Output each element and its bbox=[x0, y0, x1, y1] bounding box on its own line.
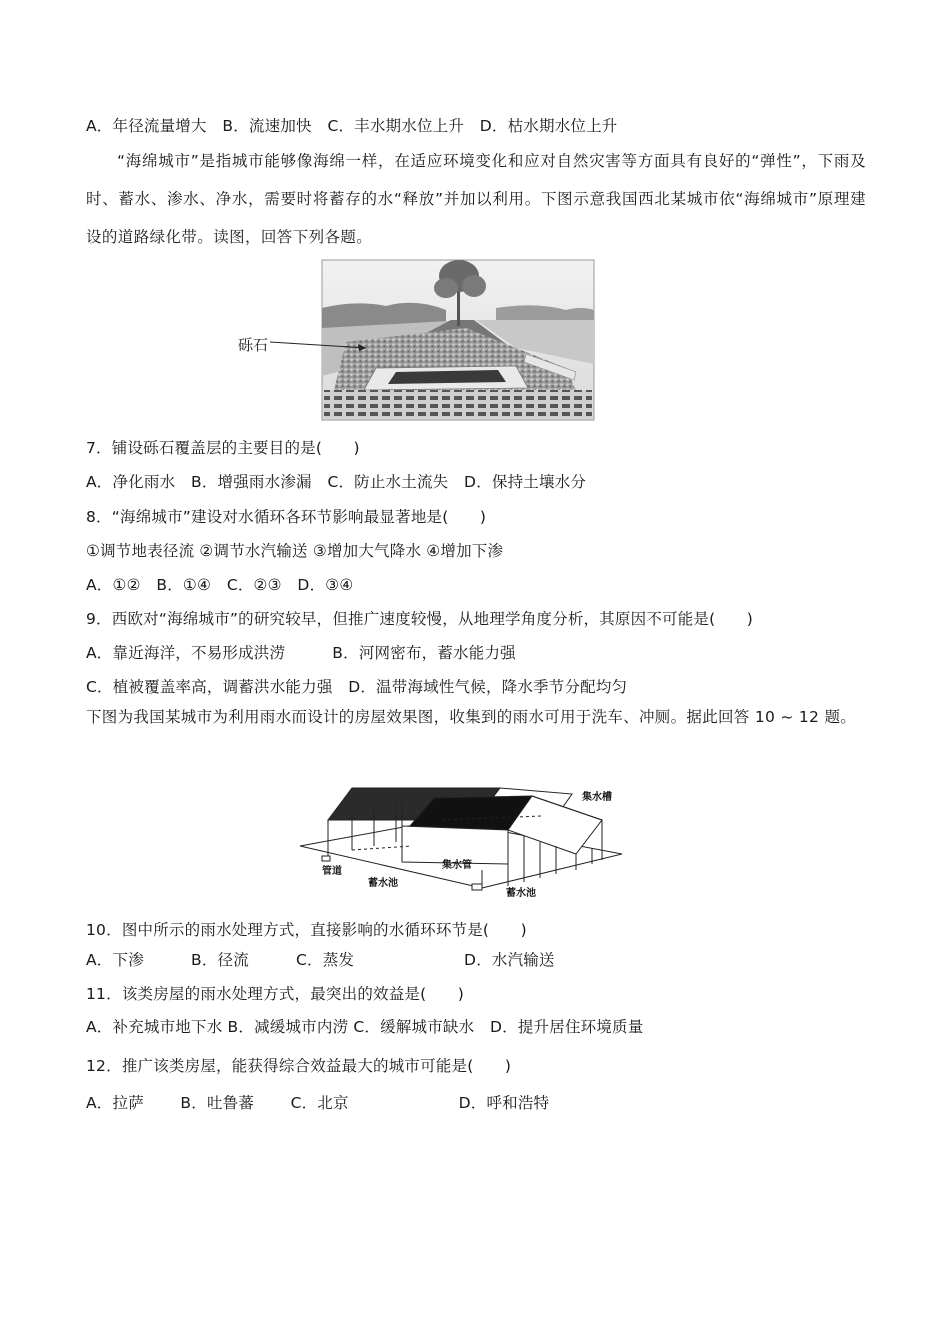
house-intro: 下图为我国某城市为利用雨水而设计的房屋效果图，收集到的雨水可用于洗车、冲厕。据此回答 10 ~ 12 题。 bbox=[86, 708, 857, 726]
tank-left-label: 蓄水池 bbox=[368, 878, 398, 889]
q11-options: A．补充城市地下水 B．减缓城市内涝 C．缓解城市缺水 D．提升居住环境质量 bbox=[86, 1018, 644, 1036]
q11-stem: 11．该类房屋的雨水处理方式，最突出的效益是( ) bbox=[86, 985, 465, 1003]
q9-options-line2: C．植被覆盖率高，调蓄洪水能力强 D．温带海域性气候，降水季节分配均匀 bbox=[86, 678, 628, 696]
q7-stem: 7．铺设砾石覆盖层的主要目的是( ) bbox=[86, 439, 360, 457]
q10-stem: 10．图中所示的雨水处理方式，直接影响的水循环环节是( ) bbox=[86, 921, 527, 939]
q12-options: A．拉萨 B．吐鲁蕃 C．北京 D．呼和浩特 bbox=[86, 1094, 550, 1112]
green-belt-photo bbox=[236, 258, 596, 422]
q8-stem: 8．“海绵城市”建设对水循环各环节影响最显著地是( ) bbox=[86, 508, 487, 526]
q8-options: A．①② B．①④ C．②③ D．③④ bbox=[86, 576, 354, 594]
green-belt-photo-figure bbox=[236, 258, 596, 422]
q9-stem: 9．西欧对“海绵城市”的研究较早，但推广速度较慢，从地理学角度分析，其原因不可能是( ) bbox=[86, 610, 754, 628]
q7-options: A．净化雨水 B．增强雨水渗漏 C．防止水土流失 D．保持土壤水分 bbox=[86, 473, 587, 491]
q12-stem: 12．推广该类房屋，能获得综合效益最大的城市可能是( ) bbox=[86, 1057, 512, 1075]
pipe-label: 集水管 bbox=[442, 860, 472, 871]
gravel-label: 砾石 bbox=[238, 336, 269, 354]
rain-house-diagram bbox=[292, 776, 622, 900]
sponge-city-intro: “海绵城市”是指城市能够像海绵一样，在适应环境变化和应对自然灾害等方面具有良好的“弹性”，下雨及时、蓄水、渗水、净水，需要时将蓄存的水“释放”并加以利用。下图示意我国西北某城市依“海绵城市”原理建设的道路绿化带。读图，回答下列各题。 bbox=[86, 152, 866, 246]
q8-items: ①调节地表径流 ②调节水汽输送 ③增加大气降水 ④增加下渗 bbox=[86, 542, 504, 560]
tank-right-label: 蓄水池 bbox=[506, 888, 536, 899]
q6-options: A．年径流量增大 B．流速加快 C．丰水期水位上升 D．枯水期水位上升 bbox=[86, 117, 618, 135]
gutter-label: 集水槽 bbox=[582, 792, 612, 803]
conduit-label: 管道 bbox=[322, 866, 342, 877]
rain-house-diagram-figure bbox=[292, 776, 622, 900]
q9-options-line1: A．靠近海洋，不易形成洪涝 B．河网密布，蓄水能力强 bbox=[86, 644, 516, 662]
q10-options: A．下渗 B．径流 C．蒸发 D．水汽输送 bbox=[86, 951, 555, 969]
